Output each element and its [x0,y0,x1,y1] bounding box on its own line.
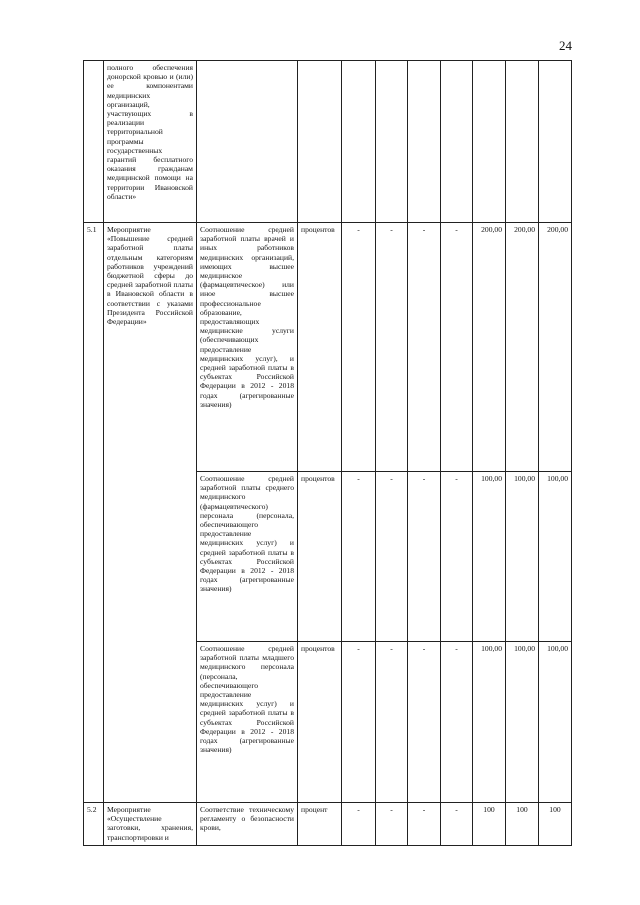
row-number [84,61,104,223]
page-number: 24 [559,38,572,53]
value-cell: 200,00 [539,223,572,472]
value-cell: - [441,803,473,846]
value-cell: - [408,803,441,846]
indicator-cell [197,61,298,223]
value-cell: - [441,642,473,803]
indicator-cell: Соотношение средней заработной платы среднего медицинского (фармацевтического) персонала (персонала, обеспечивающего предоставление медицинских услуг) и средней заработной платы в субъектах Российской Федерации в 2012 - 2018 годах (агрегированные значения) [197,472,298,642]
indicator-cell: Соотношение средней заработной платы врачей и иных работников медицинских организаций, имеющих высшее медицинское (фармацевтическое) или иное высшее профессиональное образование, предоставляющих медицинские услуги (обеспечивающих предоставление медицинских услуг), и средней заработной платы в субъектах Российской Федерации в 2012 - 2018 годах (агрегированные значения) [197,223,298,472]
table-row [84,803,572,846]
value-cell: 100,00 [506,642,539,803]
value-cell [539,61,572,223]
value-cell: - [441,223,473,472]
value-cell: 100,00 [539,472,572,642]
value-cell: - [408,223,441,472]
event-cell [104,61,197,223]
value-cell: - [342,803,376,846]
program-table [83,60,572,846]
row-number: 5.1 [84,223,104,803]
row-number: 5.2 [84,803,104,846]
unit-cell: процент [298,803,342,846]
indicator-cell: Соответствие техническому регламенту о безопасности крови, [197,803,298,846]
event-cell: Мероприятие «Осуществление заготовки, хранения, транспортировки и [104,803,197,846]
event-text: полного обеспечения донорской кровью и (или) ее компонентами медицинских организаций, участвующих в реализации территориальной программы государственных гарантий бесплатного оказания гражданам медицинской помощи на территории Ивановской области» [107,63,193,201]
value-cell: - [342,223,376,472]
unit-cell: процентов [298,642,342,803]
value-cell: - [376,642,408,803]
value-cell: 100 [506,803,539,846]
table-row [84,61,572,223]
value-cell: 100 [473,803,506,846]
value-cell: - [342,642,376,803]
unit-cell [298,61,342,223]
value-cell: 100,00 [539,642,572,803]
value-cell [342,61,376,223]
value-cell: 200,00 [506,223,539,472]
value-cell: 100,00 [473,472,506,642]
value-cell: - [408,642,441,803]
value-cell: - [441,472,473,642]
value-cell: 100 [539,803,572,846]
unit-cell: процентов [298,223,342,472]
indicator-cell: Соотношение средней заработной платы младшего медицинского персонала (персонала, обеспечивающего предоставление медицинских услуг) и средней заработной платы в субъектах Российской Федерации в 2012 - 2018 годах (агрегированные значения) [197,642,298,803]
value-cell: 200,00 [473,223,506,472]
value-cell: 100,00 [506,472,539,642]
value-cell: - [376,803,408,846]
value-cell: 100,00 [473,642,506,803]
value-cell [376,61,408,223]
event-cell: Мероприятие «Повышение средней заработной платы отдельным категориям работников учреждений бюджетной сферы до средней заработной платы в Ивановской области в соответствии с указами Президента Российской Федерации» [104,223,197,803]
unit-cell: процентов [298,472,342,642]
value-cell [441,61,473,223]
value-cell: - [342,472,376,642]
value-cell [506,61,539,223]
value-cell [408,61,441,223]
value-cell: - [376,223,408,472]
table-row [84,223,572,472]
value-cell: - [376,472,408,642]
value-cell [473,61,506,223]
value-cell: - [408,472,441,642]
